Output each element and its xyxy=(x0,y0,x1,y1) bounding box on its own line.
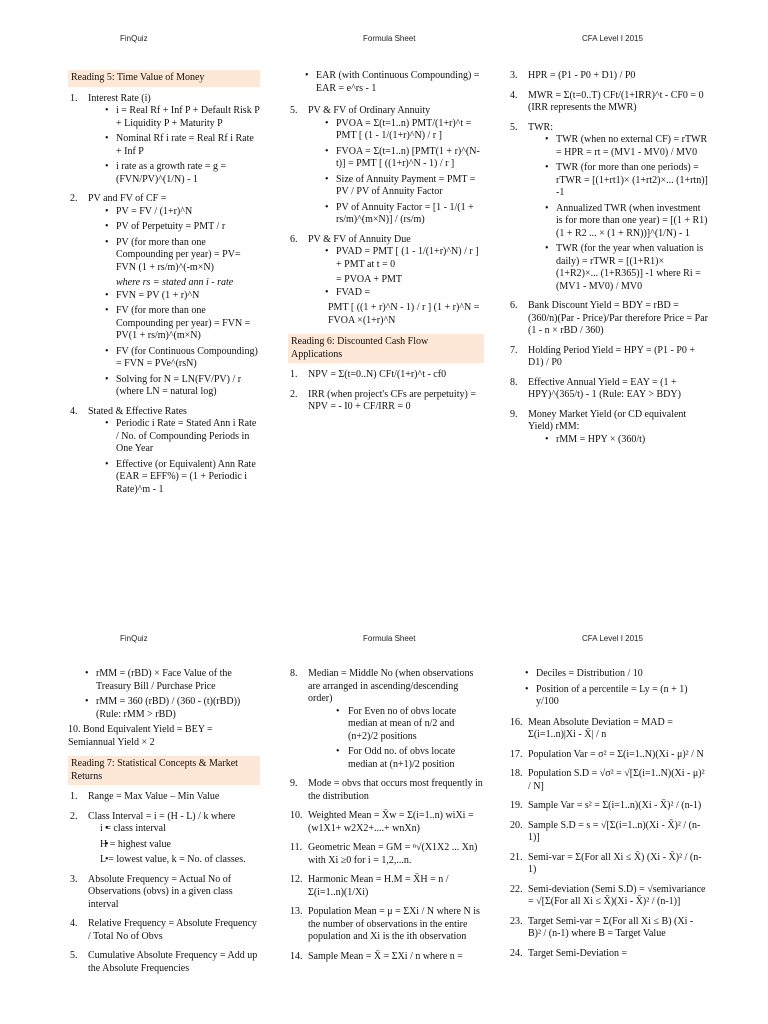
list-item: 5. Cumulative Absolute Frequency = Add up the Absolute Frequencies xyxy=(70,950,258,974)
list-item: 1. NPV = Σ(t=0..N) CFt/(1+r)^t - cf0 xyxy=(290,369,447,380)
list-item: 22. Semi-deviation (Semi S.D) = √semivariance = √[Σ(For all Xi ≤ X̄)(Xi - X̄)² / (n-1)] xyxy=(510,883,706,907)
list-item: 8. Median = Middle No (when observations are arranged in ascending/descending order) • For Even no of obvs locate median at mean of n/2 and (n+2)/2 positions • For Odd no. of obvs locate median at (n+1)/2 position xyxy=(288,668,484,771)
list-item: 2. Class Interval = i = (H - L) / k where • i = class interval • H = highest value • L = lowest value, k = No. of classes. xyxy=(68,811,260,867)
list-item: • EAR (with Continuous Compounding) = EAR = e^rs - 1 xyxy=(288,70,484,95)
page1-column-1 xyxy=(68,70,260,503)
list-item: • rMM = (rBD) × Face Value of the Treasury Bill / Purchase Price xyxy=(68,668,260,693)
list-item: 16. Mean Absolute Deviation = MAD = Σ(i=1..n)|Xi - X̄| / n xyxy=(510,716,673,740)
list-item: 6. Bank Discount Yield = BDY = rBD = (360/n)(Par - Price)/Par therefore Price = Par (1 - n × rBD / 360) xyxy=(510,300,709,336)
list-item: • rMM = 360 (rBD) / (360 - (t)(rBD)) (Rule: rMM > rBD) xyxy=(68,696,260,721)
list-item: 6. PV & FV of Annuity Due • PVAD = PMT [ (1 - 1/(1+r)^N) / r ] + PMT at t = 0 = PVOA + PMT • FVAD = PMT [ ((1 + r)^N - 1) / r ] (1 + r)^N = FVOA ×(1+r)^N xyxy=(288,234,484,328)
list-item: 3. Absolute Frequency = Actual No of Observations (obvs) in a given class interval xyxy=(70,873,233,910)
header-right: CFA Level I 2015 xyxy=(582,634,643,643)
page1-column-3 xyxy=(508,70,708,453)
list-item: 7. Holding Period Yield = HPY = (P1 - P0 + D1) / P0 xyxy=(510,344,696,368)
page1-column-2 xyxy=(288,70,484,421)
list-item: 9. Money Market Yield (or CD equivalent Yield) rMM: • rMM = HPY × (360/t) xyxy=(508,409,708,447)
list-item: 2. PV and FV of CF = • PV = FV / (1+r)^N • PV of Perpetuity = PMT / r • PV (for more than one Compounding per year) = PV= FVN (1 + rs/m)^(-m×N) where rs = stated ann i - rate • FVN = PV (1 + r)^N • FV (for more than one Compounding per year) = FVN = PV(1 + rs/m)^(m×N) • FV (for Continuous Compounding) = FVN = PVe^(rsN) • Solving for N = LN(FV/PV) / r (where LN = natural log) xyxy=(68,193,260,399)
page2-column-3 xyxy=(508,668,708,967)
list-item: 17. Population Var = σ² = Σ(i=1..N)(Xi - μ)² / N xyxy=(510,748,704,760)
page2-column-1 xyxy=(68,668,260,982)
list-item: 8. Effective Annual Yield = EAY = (1 + HPY)^(365/t) - 1 (Rule: EAY > BDY) xyxy=(510,376,681,400)
list-item: 4. Stated & Effective Rates • Periodic i Rate = Stated Ann i Rate / No. of Compounding Periods in One Year • Effective (or Equivalent) Ann Rate (EAR = EFF%) = (1 + Periodic i Rate)^m - 1 xyxy=(68,406,260,497)
section-heading: Reading 5: Time Value of Money xyxy=(68,70,260,87)
header-left: FinQuiz xyxy=(120,634,148,643)
header-center: Formula Sheet xyxy=(363,34,416,43)
list-item: 4. Relative Frequency = Absolute Frequency / Total No of Obvs xyxy=(70,918,257,942)
list-item: 10. Weighted Mean = X̄w = Σ(i=1..n) wiXi = (w1X1+ w2X2+....+ wnXn) xyxy=(290,810,474,834)
list-item: • Deciles = Distribution / 10 xyxy=(508,668,708,681)
list-item: 24. Target Semi-Deviation = xyxy=(510,947,628,959)
list-item: 5. PV & FV of Ordinary Annuity • PVOA = Σ(t=1..n) PMT/(1+r)^t = PMT [ (1 - 1/(1+r)^N) / r ] • FVOA = Σ(t=1..n) [PMT(1 + r)^(N-t)] = PMT [ ((1+r)^N - 1) / r ] • Size of Annuity Payment = PMT = PV / PV of Annuity Factor • PV of Annuity Factor = [1 - 1/(1 + rs/m)^(m×N)] / (rs/m) xyxy=(288,105,484,227)
page2-column-2 xyxy=(288,668,484,970)
list-item: 19. Sample Var = s² = Σ(i=1..n)(Xi - X̄)² / (n-1) xyxy=(510,800,702,811)
header-center: Formula Sheet xyxy=(363,634,416,643)
list-item: 14. Sample Mean = X̄ = ΣXi / n where n = xyxy=(290,950,463,962)
section-heading: Reading 6: Discounted Cash Flow Applications xyxy=(288,334,484,363)
header-left: FinQuiz xyxy=(120,34,148,43)
list-item: 12. Harmonic Mean = H.M = X̄H = n / Σ(i=1..n)(1/Xi) xyxy=(290,874,449,898)
list-item: 21. Semi-var = Σ(For all Xi ≤ X̄) (Xi - X̄)² / (n-1) xyxy=(510,851,702,875)
list-item: 9. Mode = obvs that occurs most frequently in the distribution xyxy=(290,778,483,802)
list-item: 5. TWR: • TWR (when no external CF) = rTWR = HPR = rt = (MV1 - MV0) / MV0 • TWR (for more than one periods) = rTWR = [(1+rt1)× (1+rt2)×... (1+rtn)] -1 • Annualized TWR (when investment is for more than one year) = [(1 + R1)(1 + R2 ... × (1 + RN))]^(1/N) - 1 • TWR (for the year when valuation is daily) = rTWR = [(1+R1)× (1+R2)×... (1+R365)] -1 where Ri = (MV1 - MV0) / MV0 xyxy=(508,122,708,294)
list-item: 3. HPR = (P1 - P0 + D1) / P0 xyxy=(510,70,636,81)
section-heading: Reading 7: Statistical Concepts & Market Returns xyxy=(68,756,260,785)
list-item: 18. Population S.D = √σ² = √[Σ(i=1..N)(Xi - μ)² / N] xyxy=(510,768,705,792)
list-item: 11. Geometric Mean = GM = ⁿ√(X1X2 ... Xn) with Xi ≥0 for i = 1,2,...n. xyxy=(290,842,478,866)
list-item: 23. Target Semi-var = Σ(For all Xi ≤ B) (Xi - B)² / (n-1) where B = Target Value xyxy=(510,915,694,939)
header-right: CFA Level I 2015 xyxy=(582,34,643,43)
list-item: • Position of a percentile = Ly = (n + 1) y/100 xyxy=(508,684,708,709)
list-item: 1. Interest Rate (i) • i = Real Rf + Inf P + Default Risk P + Liquidity P + Maturity P • Nominal Rf i rate = Real Rf i Rate + Inf P • i rate as a growth rate = g = (FVN/PV)^(1/N) - 1 xyxy=(68,93,260,187)
list-item: 2. IRR (when project's CFs are perpetuity) = NPV = - I0 + CF/IRR = 0 xyxy=(290,388,476,412)
list-item: 20. Sample S.D = s = √[Σ(i=1..n)(Xi - X̄)² / (n-1)] xyxy=(510,819,701,843)
list-item: 10. Bond Equivalent Yield = BEY = Semiannual Yield × 2 xyxy=(68,724,213,748)
list-item: 1. Range = Max Value – Min Value xyxy=(70,791,220,802)
list-item: 13. Population Mean = μ = ΣXi / N where N is the number of observations in the entire population and Xi is the ith observation xyxy=(290,906,480,942)
page-2 xyxy=(0,600,768,1024)
list-item: 4. MWR = Σ(t=0..T) CFt/(1+IRR)^t - CF0 = 0 (IRR represents the MWR) xyxy=(510,89,704,113)
